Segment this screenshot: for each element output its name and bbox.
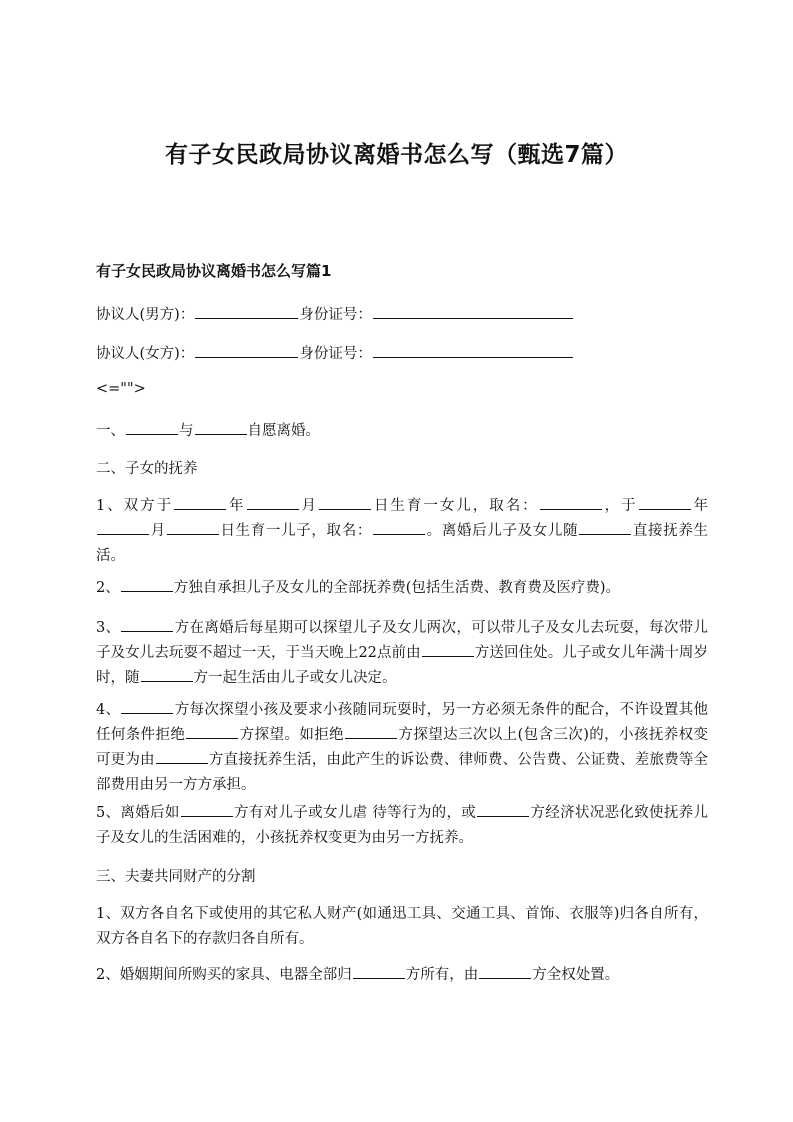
blank xyxy=(373,519,425,535)
blank xyxy=(126,419,178,435)
clause-text: 方在离婚后每星期可以探望儿子及女儿两次，可以带儿子及女儿去玩耍，每次带儿子及女儿去玩耍不超过一天，于当天晚上22点前由 xyxy=(96,620,708,661)
party-male-name-blank xyxy=(195,303,298,319)
party-male-id-label: 身份证号： xyxy=(299,307,372,323)
document-title: 有子女民政局协议离婚书怎么写（甄选7篇） xyxy=(164,142,628,168)
clause-text: 年 xyxy=(691,498,709,514)
clause-2-1 xyxy=(96,494,708,569)
party-male-id-blank xyxy=(373,303,573,319)
clause-text: 月 xyxy=(299,498,318,514)
party-female-line xyxy=(96,342,574,365)
blank xyxy=(167,519,219,535)
clause-text: 方探望达三次以上(包含三次)的，小孩抚养权变可更为由 xyxy=(96,727,709,768)
clause-2-2 xyxy=(96,576,708,601)
clause-text: 方独自承担儿子及女儿的全部抚养费(包括生活费、教育费及医疗费)。 xyxy=(173,580,621,596)
clause-text: 5、离婚后如 xyxy=(96,805,180,821)
blank xyxy=(186,723,238,739)
party-male-line xyxy=(96,303,574,326)
blank xyxy=(579,519,631,535)
clause-one xyxy=(96,419,320,442)
blank xyxy=(639,494,691,510)
party-female-id-blank xyxy=(373,342,573,358)
blank xyxy=(121,616,173,632)
blank xyxy=(319,494,371,510)
blank xyxy=(141,666,193,682)
clause-text: 2、 xyxy=(96,580,120,596)
clause-text: 与 xyxy=(179,423,194,439)
blank xyxy=(422,641,474,657)
clause-text: 方送回住处。儿子或女儿年满十周岁时，随 xyxy=(96,645,709,686)
clause-text: 方一起生活由儿子或女儿决定。 xyxy=(193,670,397,686)
blank xyxy=(121,698,173,714)
blank xyxy=(247,494,299,510)
blank xyxy=(121,576,173,592)
blank xyxy=(345,723,397,739)
clause-text: 日生育一儿子，取名： xyxy=(219,523,373,539)
blank xyxy=(156,748,208,764)
party-female-name-blank xyxy=(195,342,298,358)
clause-text: 方每次探望小孩及要求小孩随同玩耍时，另一方必须无条件的配合，不许设置其他任何条件拒绝 xyxy=(96,702,708,743)
party-male-label: 协议人(男方)： xyxy=(96,307,195,323)
section-title: 有子女民政局协议离婚书怎么写篇1 xyxy=(96,262,332,280)
blank xyxy=(195,419,247,435)
heading-child-custody: 二、子女的抚养 xyxy=(96,461,198,477)
clause-text: 4、 xyxy=(96,702,121,718)
blank xyxy=(174,494,226,510)
code-fragment: <=""> xyxy=(96,381,146,397)
clause-text: 。离婚后儿子及女儿随 xyxy=(426,523,579,539)
party-female-label: 协议人(女方)： xyxy=(96,346,195,362)
clause-3-2 xyxy=(96,963,708,988)
blank xyxy=(477,801,529,817)
clause-text: ，于 xyxy=(602,498,638,514)
clause-2-5 xyxy=(96,801,708,851)
blank xyxy=(353,963,405,979)
clause-2-3 xyxy=(96,616,708,691)
blank xyxy=(97,519,149,535)
clause-text: 方有对儿子或女儿虐 待等行为的，或 xyxy=(233,805,477,821)
heading-property-division: 三、夫妻共同财产的分割 xyxy=(96,869,256,885)
blank xyxy=(540,494,602,510)
clause-text: 日生育一女儿，取名： xyxy=(371,498,539,514)
clause-text: 方直接抚养生活，由此产生的诉讼费、律师费、公告费、公证费、差旅费等全部费用由另一方方承担。 xyxy=(96,752,709,793)
clause-text: 方全权处置。 xyxy=(532,967,620,983)
clause-text: 2、婚姻期间所购买的家具、电器全部归 xyxy=(96,967,352,983)
clause-text: 年 xyxy=(227,498,246,514)
clause-text: 方探望。如拒绝 xyxy=(239,727,345,743)
clause-text: 一、 xyxy=(96,423,125,439)
blank xyxy=(479,963,531,979)
clause-text: 直接抚养生活。 xyxy=(96,523,709,564)
clause-3-1: 1、双方各自名下或使用的其它私人财产(如通迅工具、交通工具、首饰、衣服等)归各自所有，双方各自名下的存款归各自所有。 xyxy=(96,906,708,947)
blank xyxy=(181,801,233,817)
clause-text: 月 xyxy=(150,523,166,539)
clause-text: 方所有，由 xyxy=(405,967,479,983)
clause-text: 3、 xyxy=(96,620,121,636)
party-female-id-label: 身份证号： xyxy=(299,346,372,362)
clause-text: 方经济状况恶化致使抚养儿子及女儿的生活困难的，小孩抚养权变更为由另一方抚养。 xyxy=(96,805,708,846)
clause-2-4 xyxy=(96,698,708,798)
clause-text: 自愿离婚。 xyxy=(247,423,320,439)
clause-text: 1、双方于 xyxy=(96,498,174,514)
